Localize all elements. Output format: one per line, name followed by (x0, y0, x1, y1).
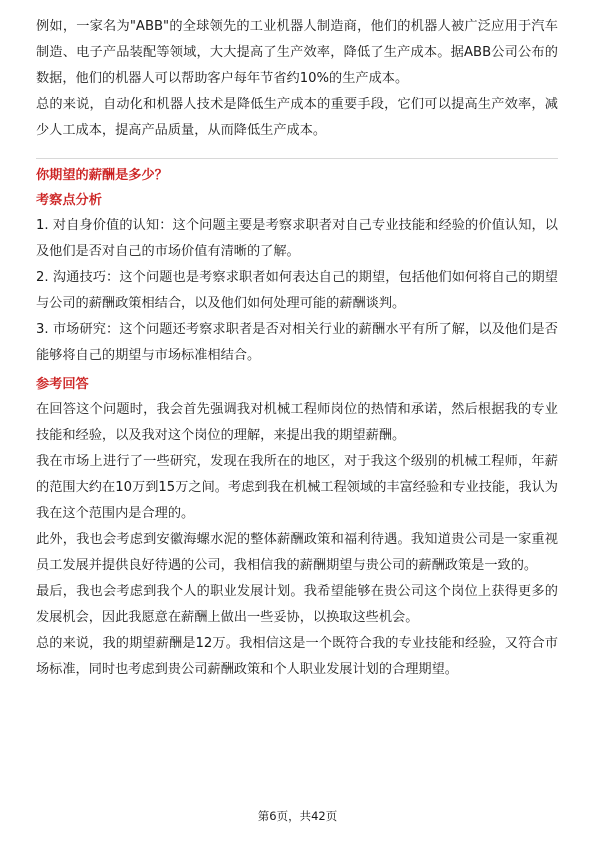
document-page (36, 14, 558, 683)
answer-paragraph: 最后，我也会考虑到我个人的职业发展计划。我希望能够在贵公司这个岗位上获得更多的发展机会，因此我愿意在薪酬上做出一些妥协，以换取这些机会。 (36, 584, 558, 625)
analysis-heading: 考察点分析 (36, 193, 102, 208)
question-title: 你期望的薪酬是多少？ (36, 168, 168, 183)
intro-paragraph: 例如，一家名为"ABB"的全球领先的工业机器人制造商，他们的机器人被广泛应用于汽车制造、电子产品装配等领域，大大提高了生产效率，降低了生产成本。据ABB公司公布的数据，他们的机器人可以帮助客户每年节省约10%的生产成本。 (36, 19, 558, 86)
answer-heading: 参考回答 (36, 377, 89, 392)
answer-paragraph: 总的来说，我的期望薪酬是12万。我相信这是一个既符合我的专业技能和经验，又符合市场标准，同时也考虑到贵公司薪酬政策和个人职业发展计划的合理期望。 (36, 636, 558, 677)
analysis-item: 1. 对自身价值的认知：这个问题主要是考察求职者对自己专业技能和经验的价值认知，以及他们是否对自己的市场价值有清晰的了解。 (36, 218, 558, 259)
analysis-item: 3. 市场研究：这个问题还考察求职者是否对相关行业的薪酬水平有所了解，以及他们是否能够将自己的期望与市场标准相结合。 (36, 322, 558, 363)
intro-summary-paragraph: 总的来说，自动化和机器人技术是降低生产成本的重要手段，它们可以提高生产效率，减少人工成本，提高产品质量，从而降低生产成本。 (36, 97, 558, 138)
page-number-footer: 第6页，共42页 (257, 809, 338, 823)
answer-paragraph: 此外，我也会考虑到安徽海螺水泥的整体薪酬政策和福利待遇。我知道贵公司是一家重视员工发展并提供良好待遇的公司，我相信我的薪酬期望与贵公司的薪酬政策是一致的。 (36, 532, 558, 573)
answer-paragraph: 我在市场上进行了一些研究，发现在我所在的地区，对于我这个级别的机械工程师，年薪的范围大约在10万到15万之间。考虑到我在机械工程领域的丰富经验和专业技能，我认为我在这个范围内是合理的。 (36, 454, 558, 521)
answer-paragraph: 在回答这个问题时，我会首先强调我对机械工程师岗位的热情和承诺，然后根据我的专业技能和经验，以及我对这个岗位的理解，来提出我的期望薪酬。 (36, 402, 558, 443)
section-divider (36, 158, 558, 159)
analysis-item: 2. 沟通技巧：这个问题也是考察求职者如何表达自己的期望，包括他们如何将自己的期望与公司的薪酬政策相结合，以及他们如何处理可能的薪酬谈判。 (36, 270, 558, 311)
